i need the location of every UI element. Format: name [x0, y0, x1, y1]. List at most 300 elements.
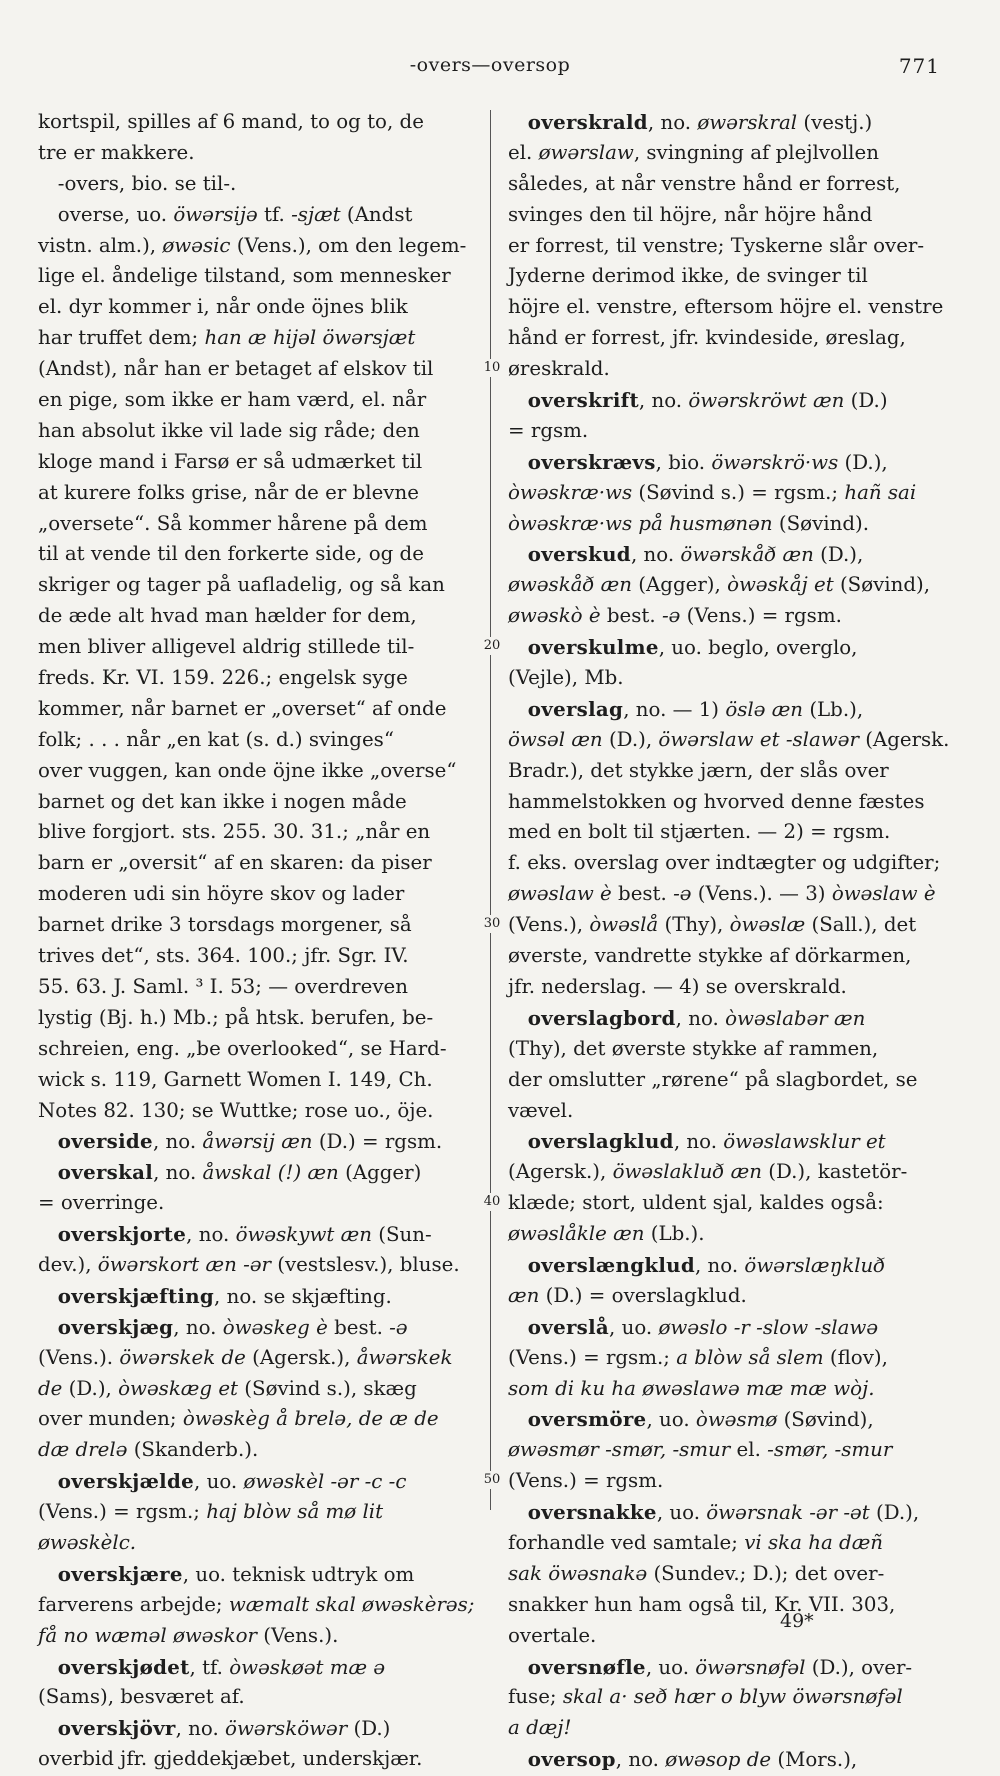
line-text: snakker hun ham også til, Kr. VII. 303, — [508, 1592, 896, 1616]
line-text: , no. — [694, 1253, 745, 1277]
text-line — [38, 1003, 478, 1034]
line-text: (Sundev.; D.); det over- — [647, 1561, 885, 1585]
dialect-form: òwəskæg et — [118, 1376, 239, 1400]
text-line — [38, 756, 478, 787]
line-text: med en bolt til stjærten. — 2) = rgsm. — [508, 820, 891, 844]
dialect-form: øwəskò è — [508, 604, 601, 628]
line-text: (Agersk.), — [245, 1345, 357, 1369]
dialect-form: vi ska ha dæñ — [744, 1530, 884, 1554]
headword: overslå — [527, 1314, 610, 1339]
text-line — [508, 879, 956, 910]
text-line — [508, 601, 956, 632]
line-text: (Vens.), om den legem- — [230, 233, 467, 257]
line-text: skriger og tager på uafladelig, og så kan — [38, 573, 445, 597]
line-text: lige el. åndelige tilstand, som mennesker — [38, 264, 451, 288]
headword: overskud — [527, 542, 631, 567]
line-text: wick s. 119, Garnett Women I. 149, Ch. — [38, 1067, 433, 1091]
line-text — [508, 543, 528, 566]
line-text: , uo. beglo, overglo, — [658, 636, 858, 660]
text-line — [38, 292, 478, 323]
text-line — [508, 910, 956, 941]
text-line — [508, 1250, 956, 1281]
text-line — [508, 1528, 956, 1559]
line-text: best. — [327, 1315, 390, 1339]
line-text: , no. — [173, 1315, 223, 1339]
text-line — [508, 787, 956, 818]
text-line — [38, 1590, 478, 1621]
line-text: kommer, når barnet er „overset“ af onde — [38, 696, 447, 720]
headword: overskjæfting — [57, 1283, 215, 1308]
headword: overskulme — [527, 635, 659, 660]
dialect-form: øwəslaw è — [508, 882, 612, 906]
signature-mark: 49* — [780, 1610, 814, 1632]
text-line — [508, 1188, 956, 1219]
dialect-form: -smør, -smur — [767, 1438, 893, 1462]
text-line — [38, 261, 478, 292]
line-text: (Thy), — [658, 913, 730, 937]
line-text — [508, 1254, 528, 1277]
line-text: således, at når venstre hånd er forrest, — [508, 171, 901, 195]
line-text — [508, 1316, 528, 1339]
line-text: el. — [508, 140, 539, 164]
text-line — [508, 1126, 956, 1157]
line-text: vistn. alm.), — [38, 233, 163, 257]
text-line — [508, 261, 956, 292]
line-text: overse, uo. — [38, 202, 174, 226]
dialect-form: òwəskræ·ws på husmønən — [508, 511, 773, 535]
line-text: til at vende til den forkerte side, og de — [38, 542, 424, 566]
dialect-form: òwəslå — [589, 913, 659, 937]
text-line — [508, 1652, 956, 1683]
line-text: (Vens.) = rgsm.; — [38, 1500, 207, 1524]
line-text: at kurere folks grise, når de er blevne — [38, 480, 419, 504]
line-text — [38, 1316, 58, 1339]
dialect-form: åwskal (!) æn — [202, 1161, 339, 1185]
line-text: han absolut ikke vil lade sig råde; den — [38, 418, 420, 442]
text-line — [508, 1621, 956, 1652]
text-line — [508, 1374, 956, 1405]
text-line — [508, 478, 956, 509]
line-text: (D.), over- — [805, 1655, 913, 1679]
line-text: , uo. — [609, 1315, 659, 1339]
line-text: (Vens.). — 3) — [691, 882, 832, 906]
line-text: men bliver alligevel aldrig stillede til- — [38, 635, 415, 659]
dialect-form: åwərskek — [356, 1345, 453, 1369]
line-number-30: 30 — [483, 916, 501, 931]
dialect-form: øwəslåkle æn — [508, 1222, 645, 1246]
line-text — [38, 1285, 58, 1308]
line-text: klæde; stort, uldent sjal, kaldes også: — [508, 1191, 884, 1215]
line-text: der omslutter „rørene“ på slagbordet, se — [508, 1067, 918, 1091]
text-line — [508, 694, 956, 725]
dialect-form: òwəskøət mæ ə — [229, 1655, 386, 1679]
line-text: øverste, vandrette stykke af dörkarmen, — [508, 944, 912, 968]
text-line — [38, 1435, 478, 1466]
text-line — [38, 1250, 478, 1281]
text-line — [38, 1713, 478, 1744]
line-text: , no. — [175, 1717, 226, 1741]
text-line — [508, 1590, 956, 1621]
dialect-form: òwəslaw è — [831, 882, 936, 906]
headword: overskrald — [527, 110, 648, 134]
text-line — [38, 107, 478, 138]
line-text: tre er makkere. — [38, 140, 195, 164]
text-line — [508, 756, 956, 787]
headword: overslagklud — [527, 1129, 674, 1154]
line-text: (Vens.). — [257, 1623, 339, 1647]
dialect-form: òwəskræ·ws — [508, 480, 633, 504]
dialect-form: som di ku ha øwəslawə mæ mæ wòj. — [508, 1376, 875, 1400]
dialect-form: hañ sai — [844, 480, 917, 504]
line-text: (D.), — [838, 450, 888, 474]
line-text: barnet og det kan ikke i nogen måde — [38, 789, 407, 813]
text-line — [508, 632, 956, 663]
text-line — [38, 1374, 478, 1405]
text-line — [38, 416, 478, 447]
text-line — [38, 1034, 478, 1065]
headword: overskjorte — [57, 1222, 187, 1247]
line-text: = rgsm. — [508, 418, 589, 442]
text-line — [508, 292, 956, 323]
line-number-20: 20 — [483, 638, 501, 653]
line-text: , uo. — [645, 1655, 696, 1679]
line-text: over vuggen, kan onde öjne ikke „overse“ — [38, 758, 457, 782]
text-line — [508, 138, 956, 169]
line-text: overtale. — [508, 1623, 597, 1647]
line-text — [508, 1130, 528, 1153]
line-text: overbid jfr. gjeddekjæbet, underskjær. — [38, 1747, 423, 1771]
headword: overskal — [57, 1160, 154, 1185]
text-line — [38, 1528, 478, 1559]
dialect-form: òwəslæ — [729, 913, 806, 937]
dialect-form: wæmalt skal øwəskèrəs; — [228, 1592, 475, 1616]
dialect-form: öslə æn — [725, 697, 804, 721]
headword: overskrift — [527, 388, 639, 413]
line-text — [508, 451, 528, 474]
line-text: Bradr.), det stykke jærn, der slås over — [508, 758, 889, 782]
line-number-40: 40 — [483, 1194, 501, 1209]
line-text: best. — [611, 882, 674, 906]
line-text: (Vens.) = rgsm.; — [508, 1345, 677, 1369]
text-line — [38, 1312, 478, 1343]
text-line — [508, 663, 956, 694]
text-line — [38, 447, 478, 478]
line-text: , no. se skjæfting. — [214, 1284, 392, 1308]
line-text: (vestj.) — [797, 111, 873, 134]
text-line — [508, 354, 956, 385]
headword: overside — [57, 1129, 153, 1154]
text-line — [38, 200, 478, 231]
headword: overskjæg — [57, 1314, 174, 1339]
line-text: barnet drike 3 torsdags morgener, så — [38, 913, 412, 937]
line-text: (Vens.) = rgsm. — [680, 604, 842, 628]
text-line — [38, 1126, 478, 1157]
line-text: (Vens.), — [508, 913, 590, 937]
text-line — [38, 663, 478, 694]
headword: oversnøfle — [527, 1654, 646, 1679]
line-text: barn er „oversit“ af en skaren: da piser — [38, 851, 432, 875]
text-line — [38, 138, 478, 169]
text-line — [508, 509, 956, 540]
line-text: , no. — 1) — [623, 697, 726, 721]
dialect-form: -ə — [389, 1315, 408, 1339]
line-text: (Vens.). — [38, 1345, 120, 1369]
dialect-form: öwərsijə — [173, 202, 258, 226]
line-text — [508, 1656, 528, 1679]
line-text — [508, 389, 528, 412]
dialect-form: øwəsop de — [665, 1748, 772, 1772]
line-text: farverens arbejde; — [38, 1592, 229, 1616]
text-line — [38, 1682, 478, 1713]
page-header — [40, 54, 940, 84]
line-text: (Søvind), — [833, 573, 931, 597]
text-line — [508, 539, 956, 570]
dialect-form: øwərslaw — [538, 140, 634, 164]
line-text: , no. — [615, 1748, 666, 1772]
line-text: „oversete“. Så kommer hårene på dem — [38, 511, 428, 535]
line-text: (D.) = overslagklud. — [539, 1283, 747, 1307]
line-text: er forrest, til venstre; Tyskerne slår over- — [508, 233, 925, 257]
line-text: Notes 82. 130; se Wuttke; rose uo., öje. — [38, 1098, 434, 1122]
line-text: (D.), — [869, 1501, 920, 1525]
line-text: (Skanderb.). — [127, 1438, 259, 1462]
line-text: , uo. — [656, 1501, 707, 1525]
line-text: , no. — [647, 111, 698, 134]
right-column — [508, 107, 956, 1775]
line-text: , no. — [186, 1223, 236, 1247]
line-text: kloge mand i Farsø er så udmærket til — [38, 449, 423, 473]
line-text: (D.) — [844, 389, 888, 413]
text-line — [38, 972, 478, 1003]
line-text: (Søvind). — [772, 511, 870, 535]
line-text — [38, 1130, 58, 1153]
line-text: best. — [600, 604, 662, 628]
text-line — [38, 787, 478, 818]
line-text: , no. — [675, 1006, 726, 1030]
line-text: Jyderne derimod ikke, de svinger til — [508, 264, 868, 288]
line-text: , bio. — [655, 450, 712, 474]
text-line — [508, 1744, 956, 1775]
dialect-form: öwsəl æn — [508, 727, 603, 751]
text-line — [508, 848, 956, 879]
text-line — [508, 972, 956, 1003]
text-line — [38, 1219, 478, 1250]
text-line — [508, 1343, 956, 1374]
text-line — [38, 1343, 478, 1374]
headword: overslag — [527, 696, 624, 721]
line-text: vævel. — [508, 1098, 574, 1122]
line-text: hammelstokken og hvorved denne fæstes — [508, 789, 925, 813]
line-number-50: 50 — [483, 1472, 501, 1487]
dialect-form: öwərskrö·ws — [711, 450, 839, 474]
line-text: folk; . . . når „en kat (s. d.) svinges“ — [38, 727, 394, 751]
dialect-form: -ə — [661, 604, 681, 628]
dialect-form: dæ drelə — [38, 1438, 128, 1462]
line-text: (Lb.), — [803, 697, 864, 721]
text-line — [38, 1744, 478, 1775]
line-text: blive forgjort. sts. 255. 30. 31.; „når en — [38, 820, 431, 844]
dialect-form: òwəskeg è — [222, 1315, 328, 1339]
dialect-form: òwəslabər æn — [725, 1006, 866, 1030]
text-line — [508, 1713, 956, 1744]
line-text: (Andst), når han er betaget af elskov til — [38, 357, 434, 381]
dialect-form: -ə — [673, 882, 692, 906]
line-text: (Agersk. — [858, 727, 950, 751]
line-text: (Sun- — [371, 1223, 432, 1247]
text-line — [508, 200, 956, 231]
dialect-form: öwərsnøfəl — [695, 1655, 806, 1679]
headword: overskrævs — [527, 449, 656, 474]
line-number-10: 10 — [483, 360, 501, 375]
text-line — [38, 1096, 478, 1127]
text-line — [508, 385, 956, 416]
dialect-form: a dæj! — [508, 1716, 572, 1740]
headword: oversmöre — [527, 1407, 647, 1432]
line-text: trives det“, sts. 364. 100.; jfr. Sgr. IV. — [38, 944, 409, 968]
line-text: 55. 63. J. Saml. ³ I. 53; — overdreven — [38, 974, 408, 998]
text-line — [38, 509, 478, 540]
line-text: kortspil, spilles af 6 mand, to og to, de — [38, 110, 424, 133]
text-line — [38, 910, 478, 941]
dialect-form: öwərsköwər — [225, 1717, 348, 1741]
text-line — [38, 1188, 478, 1219]
text-line — [508, 1404, 956, 1435]
line-text: -overs, bio. se til-. — [38, 171, 237, 195]
text-line — [38, 478, 478, 509]
line-text: moderen udi sin höyre skov og lader — [38, 882, 405, 906]
line-text — [508, 698, 528, 721]
line-text: , no. — [673, 1130, 724, 1154]
line-text — [38, 1563, 58, 1586]
text-line — [38, 169, 478, 200]
line-text: (Thy), det øverste stykke af rammen, — [508, 1036, 879, 1060]
dialect-form: öwərskort æn -ər — [97, 1252, 271, 1276]
headword: overskjövr — [57, 1716, 176, 1741]
text-line — [38, 570, 478, 601]
dialect-form: òwəskèg å brelə, de æ de — [182, 1407, 439, 1431]
line-text — [508, 111, 528, 134]
line-text: (Agger) — [338, 1161, 422, 1185]
dialect-form: øwərskral — [697, 111, 798, 134]
line-text: , uo. — [646, 1408, 696, 1432]
text-line — [508, 231, 956, 262]
page-number: 771 — [898, 54, 940, 78]
text-line — [38, 1497, 478, 1528]
text-line — [38, 539, 478, 570]
line-text: (flov), — [823, 1345, 888, 1369]
line-text: (Søvind), — [777, 1408, 874, 1432]
dialect-form: skal a· seð hær o blyw öwərsnøfəl — [562, 1685, 903, 1709]
headword: overslængklud — [527, 1252, 695, 1277]
line-text: , no. — [152, 1130, 203, 1154]
line-text: svinges den til höjre, når höjre hånd — [508, 202, 873, 226]
text-line — [508, 447, 956, 478]
dialect-form: öwərskröwt æn — [688, 389, 845, 413]
text-line — [38, 1466, 478, 1497]
dialect-form: òwəsmø — [695, 1408, 778, 1432]
line-text — [508, 1408, 528, 1431]
text-line — [508, 1312, 956, 1343]
dialect-form: öwəslakluð æn — [612, 1160, 762, 1184]
dialect-form: öwərsnak -ər -ət — [706, 1501, 870, 1525]
text-line — [38, 1157, 478, 1188]
line-text: (D.), — [602, 727, 659, 751]
line-text: tf. — [257, 202, 292, 226]
line-text — [508, 1007, 528, 1030]
text-line — [508, 941, 956, 972]
line-text: f. eks. overslag over indtægter og udgifter; — [508, 851, 941, 875]
dialect-form: de — [38, 1376, 63, 1400]
line-text: , uo. — [194, 1470, 244, 1494]
line-text: øreskrald. — [508, 357, 610, 381]
line-text: lystig (Bj. h.) Mb.; på htsk. berufen, be- — [38, 1005, 434, 1029]
line-text: (D.), — [62, 1376, 119, 1400]
line-text: (D.), — [813, 543, 864, 567]
line-text: (Andst — [340, 202, 413, 226]
text-line — [508, 1559, 956, 1590]
text-line — [508, 1157, 956, 1188]
line-text — [508, 636, 528, 659]
headword: overskjælde — [57, 1469, 194, 1494]
text-line — [508, 107, 956, 138]
dialect-form: øwəslo -r -slow -slawə — [658, 1315, 879, 1339]
line-text: en pige, som ikke er ham værd, el. når — [38, 388, 427, 412]
line-text: , no. — [153, 1161, 203, 1185]
dialect-form: öwərskåð æn — [680, 543, 814, 567]
text-line — [508, 1466, 956, 1497]
headword: oversnakke — [527, 1500, 657, 1525]
dialect-form: a blòw så slem — [676, 1345, 824, 1369]
line-text: (Vejle), Mb. — [508, 666, 624, 690]
dialect-form: øwəsic — [162, 233, 231, 257]
line-text — [508, 1501, 528, 1524]
dialect-form: öwərskek de — [119, 1345, 246, 1369]
line-text — [38, 1470, 58, 1493]
dialect-form: øwəskåð æn — [508, 573, 633, 597]
line-text: (Sams), besværet af. — [38, 1685, 245, 1709]
line-text: , svingning af plejlvollen — [633, 140, 879, 164]
dialect-form: han æ hijəl öwərsjæt — [204, 326, 416, 350]
text-line — [38, 1065, 478, 1096]
dialect-form: åwərsij æn — [202, 1130, 313, 1154]
line-text: (Søvind s.), skæg — [238, 1376, 417, 1400]
line-text: (Agger), — [632, 573, 728, 597]
text-line — [38, 879, 478, 910]
text-line — [508, 1281, 956, 1312]
text-line — [38, 817, 478, 848]
dialect-form: öwəslawsklur et — [723, 1130, 886, 1154]
dialect-form: -sjæt — [291, 202, 341, 226]
dialect-form: øwəskèl -ər -c -c — [243, 1470, 407, 1494]
text-line — [508, 1682, 956, 1713]
text-line — [508, 323, 956, 354]
line-text: (Mors.), — [771, 1748, 858, 1772]
line-text: (Vens.) = rgsm. — [508, 1469, 664, 1493]
line-text: = overringe. — [38, 1191, 165, 1215]
text-line — [38, 632, 478, 663]
line-text — [508, 1748, 528, 1771]
dialect-form: æn — [508, 1283, 540, 1307]
line-text: , no. — [630, 543, 681, 567]
text-line — [38, 354, 478, 385]
text-line — [38, 1281, 478, 1312]
line-text: over munden; — [38, 1407, 183, 1431]
text-line — [508, 1096, 956, 1127]
headword: overslagbord — [527, 1005, 676, 1030]
line-text: (vestslesv.), bluse. — [271, 1252, 460, 1276]
text-line — [508, 1003, 956, 1034]
line-text: (Sall.), det — [805, 913, 917, 937]
